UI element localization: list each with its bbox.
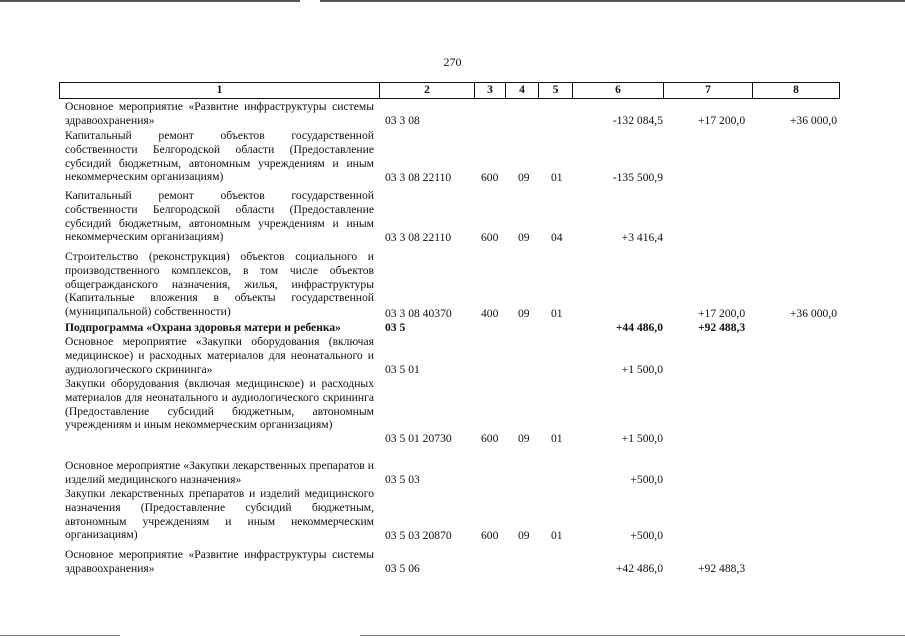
row-description: Основное мероприятие «Закупки оборудования (включая медицинское) и расходных материалов для неонатального и аудиологического скрининга» bbox=[65, 335, 374, 376]
header-col-1: 1 bbox=[216, 84, 223, 96]
row-col5: 01 bbox=[551, 307, 563, 320]
row-description: Основное мероприятие «Развитие инфраструктуры системы здравоохранения» bbox=[65, 100, 374, 127]
scan-edge-line bbox=[0, 0, 300, 2]
row-col4: 09 bbox=[518, 432, 530, 445]
header-col-5: 5 bbox=[538, 83, 572, 98]
row-col8: +36 000,0 bbox=[789, 114, 837, 127]
header-col-2: 2 bbox=[379, 83, 474, 98]
row-description: Строительство (реконструкция) объектов социального и производственного комплексов, в том числе объектов общегражданского назначения, жилья, инфраструктуры (Капитальные вложения в объекты государственной (муниципальной) собственности) bbox=[65, 250, 374, 319]
row-code: 03 5 bbox=[385, 321, 406, 334]
row-col6: +500,0 bbox=[630, 529, 663, 542]
row-col4: 09 bbox=[518, 171, 530, 184]
row-col3: 600 bbox=[481, 171, 499, 184]
row-col7: +92 488,3 bbox=[698, 562, 746, 575]
row-code: 03 3 08 22110 bbox=[385, 171, 452, 184]
row-col4: 09 bbox=[518, 231, 530, 244]
scan-edge-line bbox=[0, 635, 120, 636]
row-col3: 600 bbox=[481, 432, 499, 445]
row-col5: 01 bbox=[551, 529, 563, 542]
header-col-4: 4 bbox=[505, 83, 538, 98]
row-description: Закупки оборудования (включая медицинское) и расходных материалов для неонатального и аудиологического скрининга (Предоставление субсидий бюджетным, автономным учреждениям и иным некоммерческим организациям) bbox=[65, 377, 374, 432]
row-description: Основное мероприятие «Развитие инфраструктуры системы здравоохранения» bbox=[65, 548, 374, 575]
row-col6: +1 500,0 bbox=[621, 432, 663, 445]
row-code: 03 5 03 20870 bbox=[385, 529, 452, 542]
row-description: Закупки лекарственных препаратов и изделий медицинского назначения (Предоставление субсидий бюджетным, автономным учреждениям и иным некоммерческим организациям) bbox=[65, 487, 374, 542]
row-code: 03 5 01 bbox=[385, 363, 420, 376]
row-col4: 09 bbox=[518, 529, 530, 542]
scan-edge-line bbox=[360, 635, 905, 636]
table-header bbox=[59, 82, 840, 99]
header-col-6: 6 bbox=[572, 83, 663, 98]
row-col6: +42 486,0 bbox=[615, 562, 663, 575]
row-code: 03 3 08 40370 bbox=[385, 307, 452, 320]
row-description: Капитальный ремонт объектов государственной собственности Белгородской области (Предоставление субсидий бюджетным, автономным учреждениям и иным некоммерческим организациям) bbox=[65, 129, 374, 184]
header-col-3: 3 bbox=[474, 83, 505, 98]
header-col-8: 8 bbox=[752, 83, 839, 98]
row-col6: +3 416,4 bbox=[621, 231, 663, 244]
row-code: 03 3 08 bbox=[385, 114, 420, 127]
page-number: 270 bbox=[443, 55, 462, 69]
row-col6: +500,0 bbox=[630, 473, 663, 486]
header-col-7: 7 bbox=[663, 83, 752, 98]
row-col5: 01 bbox=[551, 171, 563, 184]
row-col8: +36 000,0 bbox=[789, 307, 837, 320]
row-col6: -132 084,5 bbox=[612, 114, 663, 127]
row-code: 03 5 01 20730 bbox=[385, 432, 452, 445]
row-col5: 01 bbox=[551, 432, 563, 445]
row-description: Основное мероприятие «Закупки лекарственных препаратов и изделий медицинского назначения» bbox=[65, 459, 374, 486]
row-code: 03 3 08 22110 bbox=[385, 231, 452, 244]
row-col7: +92 488,3 bbox=[698, 321, 746, 334]
scan-edge-line bbox=[320, 0, 905, 2]
subprogram-title: Подпрограмма «Охрана здоровья матери и ребенка» bbox=[65, 321, 341, 334]
row-description: Капитальный ремонт объектов государственной собственности Белгородской области (Предоставление субсидий бюджетным, автономным учреждениям и иным некоммерческим организациям) bbox=[65, 189, 374, 244]
row-col4: 09 bbox=[518, 307, 530, 320]
row-col3: 600 bbox=[481, 231, 499, 244]
row-col3: 600 bbox=[481, 529, 499, 542]
row-col6: -135 500,9 bbox=[612, 171, 663, 184]
row-code: 03 5 06 bbox=[385, 562, 420, 575]
row-col7: +17 200,0 bbox=[698, 307, 746, 320]
row-col6: +1 500,0 bbox=[621, 363, 663, 376]
row-code: 03 5 03 bbox=[385, 473, 420, 486]
row-col7: +17 200,0 bbox=[698, 114, 746, 127]
row-col5: 04 bbox=[551, 231, 563, 244]
row-col3: 400 bbox=[481, 307, 499, 320]
row-col6: +44 486,0 bbox=[615, 321, 663, 334]
